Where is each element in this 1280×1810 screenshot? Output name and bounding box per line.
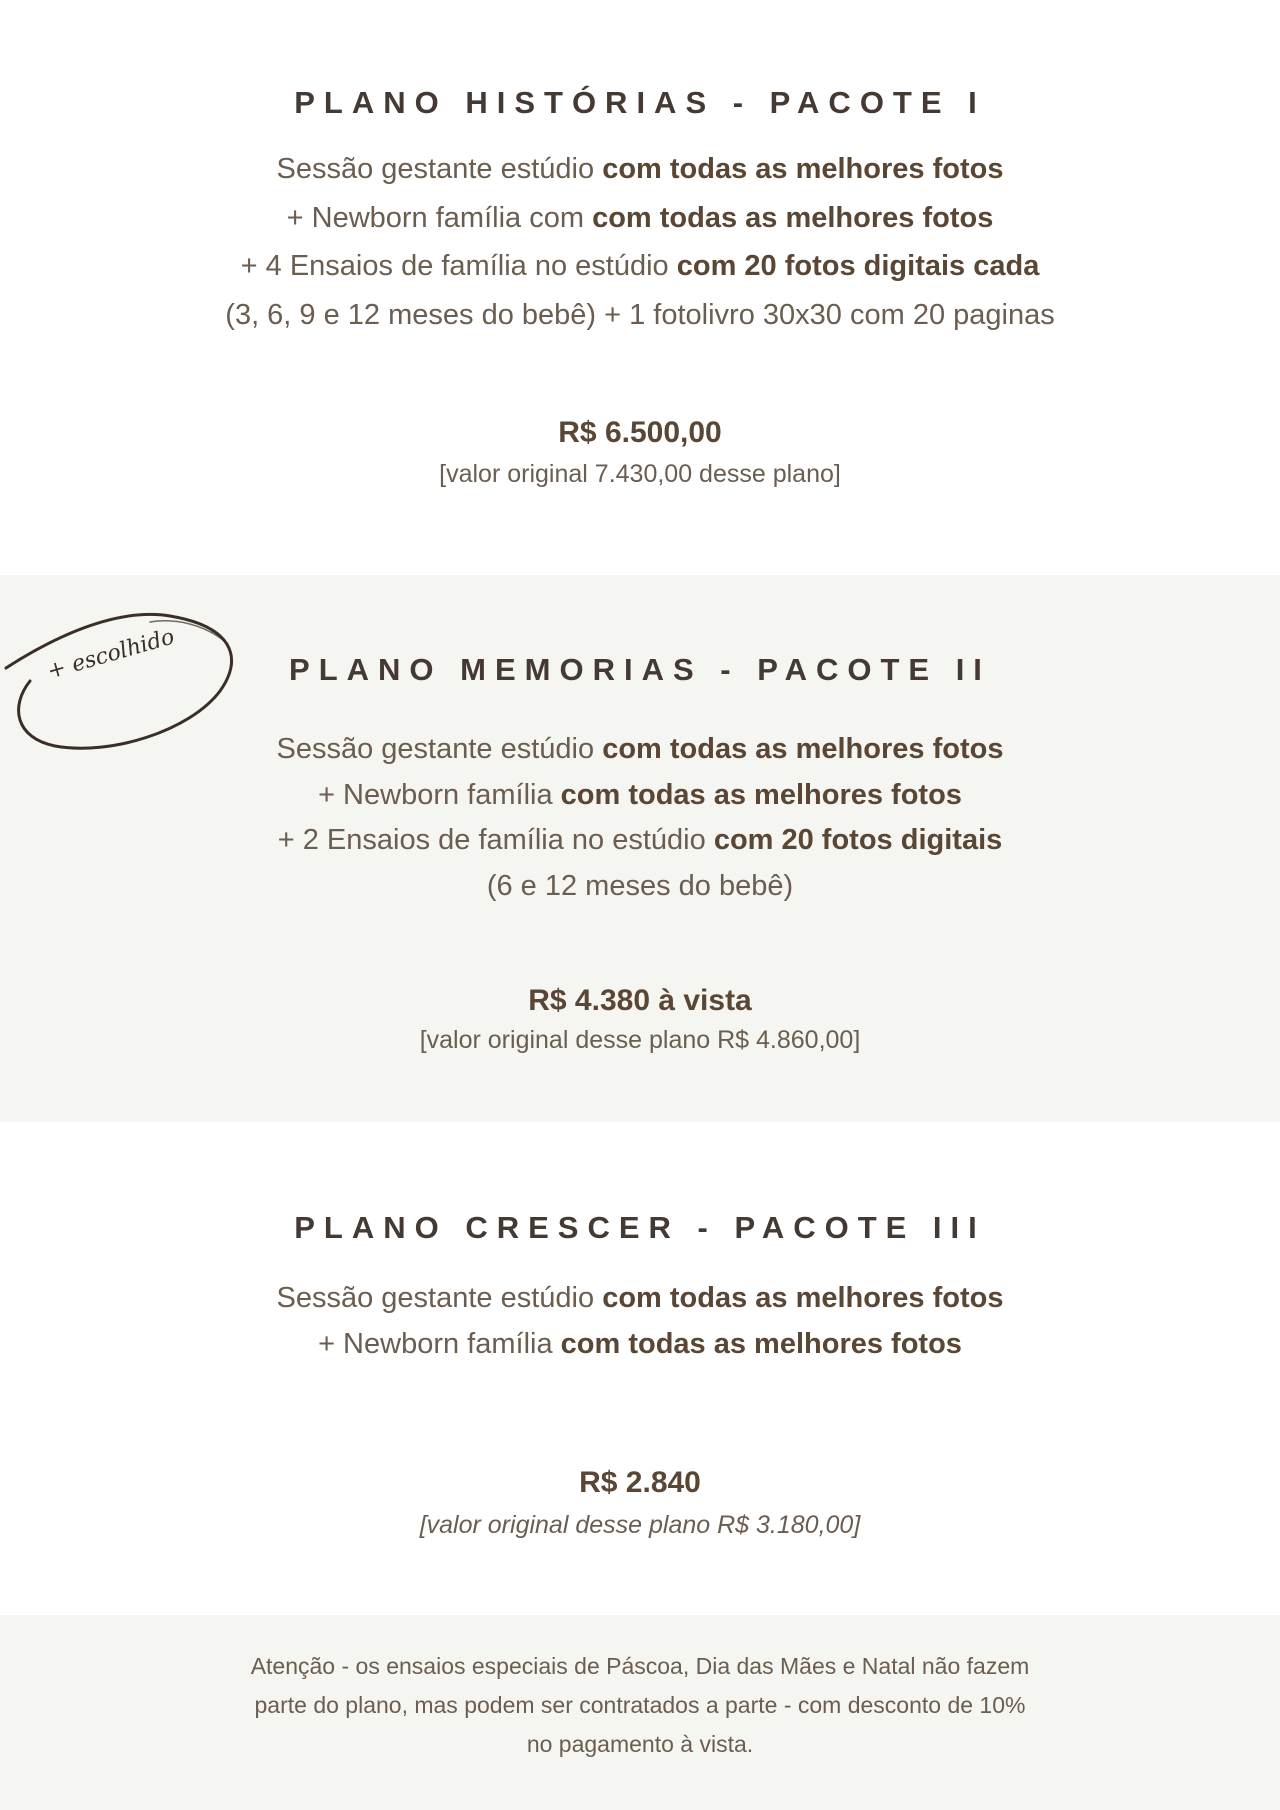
plan-3-description: [0, 1276, 1280, 1367]
plan-2-line-3: + 2 Ensaios de família no estúdio com 20 fotos digitais: [277, 824, 1003, 856]
plan-2-line-1: Sessão gestante estúdio com todas as melhores fotos: [276, 733, 1004, 765]
notice-line-2: parte do plano, mas podem ser contratados a parte - com desconto de 10%: [254, 1692, 1026, 1718]
plan-2-line-4: (6 e 12 meses do bebê): [486, 869, 794, 902]
plan-1-line-1: Sessão gestante estúdio com todas as melhores fotos: [276, 153, 1004, 185]
plan-3-line-1: Sessão gestante estúdio com todas as melhores fotos: [276, 1282, 1004, 1314]
plan-1-price: R$ 6.500,00: [558, 416, 722, 449]
plan-3-line-2: + Newborn família com todas as melhores fotos: [318, 1327, 962, 1360]
notice-text: [0, 1647, 1280, 1764]
plan-3-original-price: [valor original desse plano R$ 3.180,00]: [419, 1511, 861, 1539]
notice-line-1: Atenção - os ensaios especiais de Páscoa, Dia das Mães e Natal não fazem: [250, 1653, 1030, 1679]
plan-2-line-2: + Newborn família com todas as melhores fotos: [318, 778, 962, 811]
plan-historias-section: [0, 0, 1280, 575]
plan-1-title: PLANO HISTÓRIAS - PACOTE I: [294, 85, 986, 120]
plan-2-title: PLANO MEMORIAS - PACOTE II: [289, 652, 991, 687]
notice-line-3: no pagamento à vista.: [526, 1731, 754, 1757]
escolhido-badge-label: + escolhido: [44, 624, 178, 685]
plan-1-line-2: + Newborn família com com todas as melhores fotos: [286, 201, 994, 234]
plan-2-original-price: [valor original desse plano R$ 4.860,00]: [419, 1026, 861, 1054]
plan-2-description: [0, 727, 1280, 909]
plan-2-price: R$ 4.380 à vista: [528, 984, 752, 1017]
plan-1-line-3: + 4 Ensaios de família no estúdio com 20 fotos digitais cada: [240, 250, 1040, 282]
plan-3-title: PLANO CRESCER - PACOTE III: [294, 1210, 986, 1245]
plan-1-description: [0, 145, 1280, 339]
plan-3-price: R$ 2.840: [579, 1466, 701, 1499]
plan-1-line-4: (3, 6, 9 e 12 meses do bebê) + 1 fotolivro 30x30 com 20 paginas: [225, 298, 1055, 331]
plan-1-original-price: [valor original 7.430,00 desse plano]: [439, 460, 841, 488]
